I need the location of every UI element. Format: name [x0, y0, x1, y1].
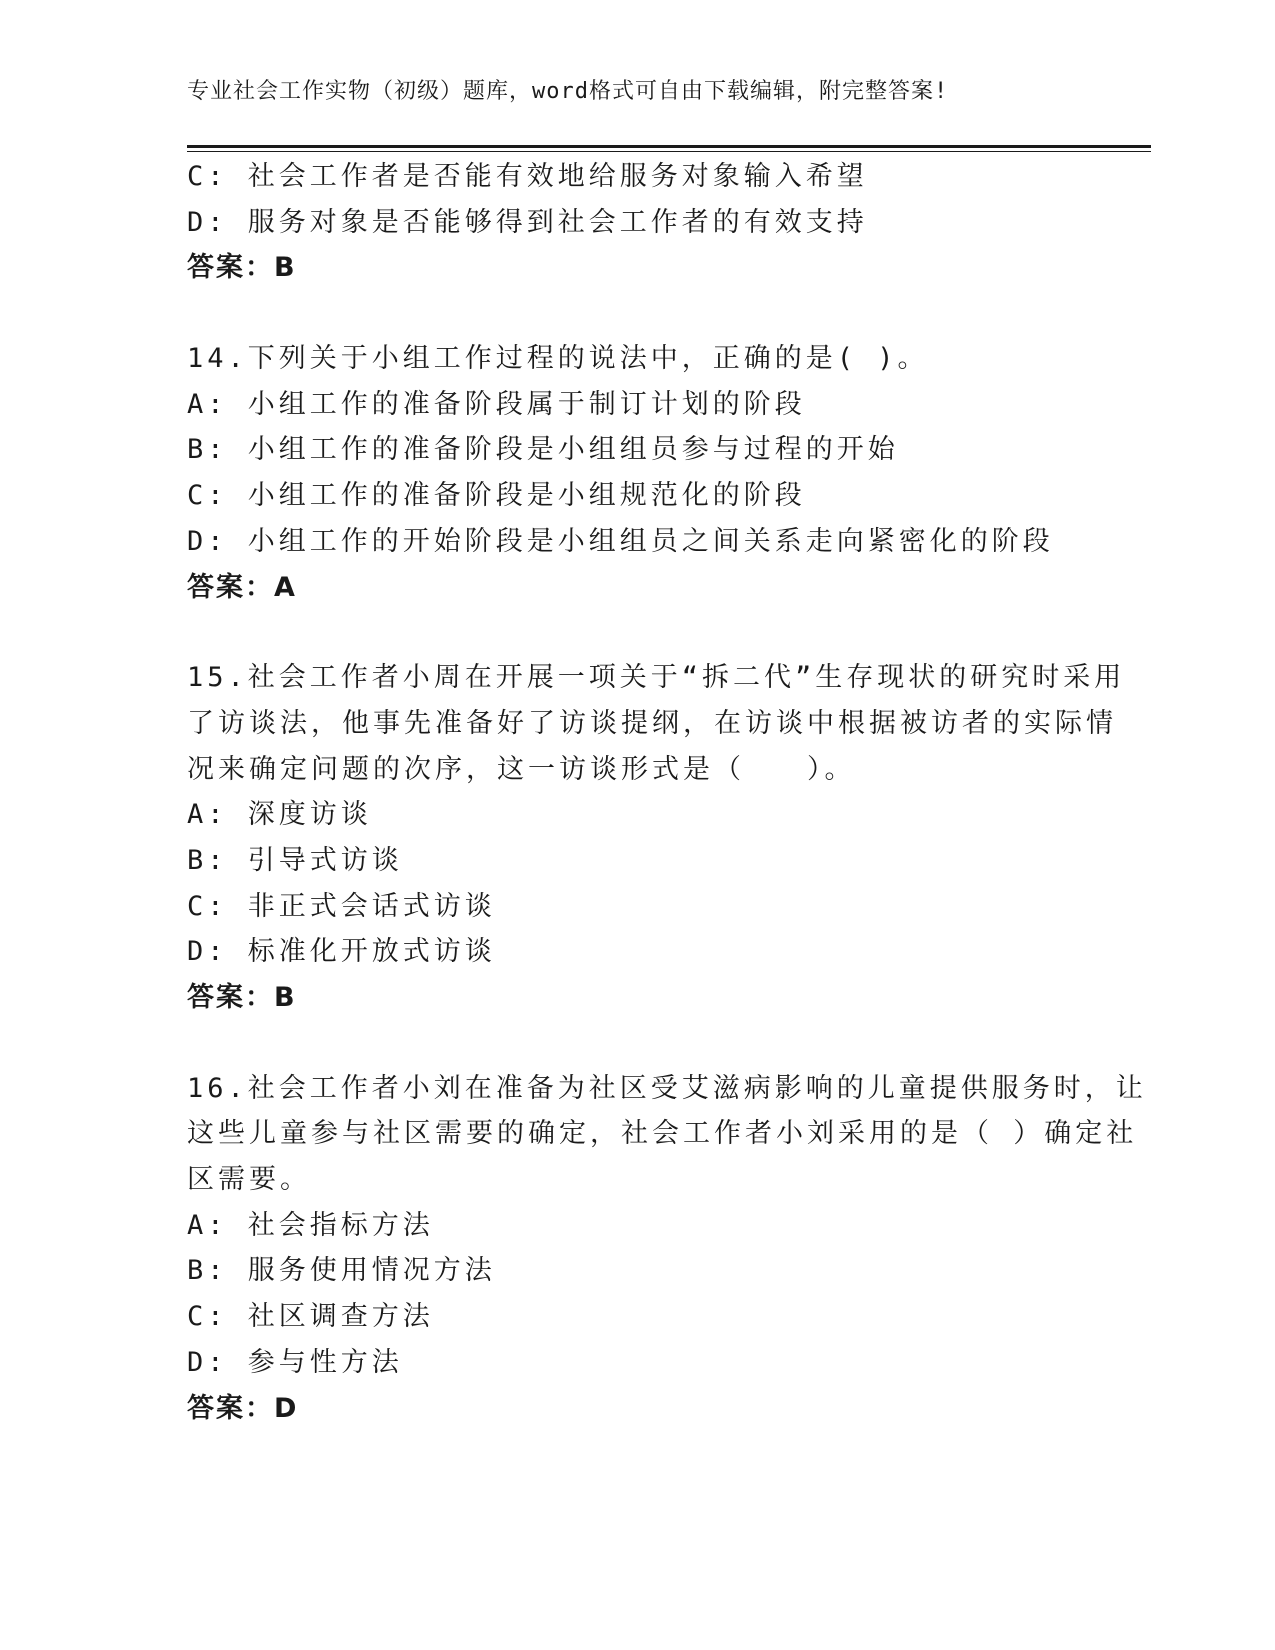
question-line: 区需要。 — [187, 1164, 311, 1196]
option-line: B: 引导式访谈 — [187, 844, 403, 876]
question-line: 况来确定问题的次序，这一访谈形式是（ ）。 — [187, 753, 856, 785]
option-line: A: 小组工作的准备阶段属于制订计划的阶段 — [187, 388, 806, 420]
answer-line: 答案：D — [187, 1392, 299, 1424]
block-gap — [187, 610, 1087, 655]
option-line: D: 小组工作的开始阶段是小组组员之间关系走向紧密化的阶段 — [187, 525, 1054, 557]
block-gap — [187, 1021, 1087, 1066]
answer-line: 答案：A — [187, 571, 297, 603]
option-line: A: 社会指标方法 — [187, 1209, 434, 1241]
block-gap — [187, 291, 1087, 336]
question-line: 14.下列关于小组工作过程的说法中，正确的是( )。 — [187, 343, 929, 375]
header-rule-thick — [187, 145, 1151, 148]
option-line: D: 标准化开放式访谈 — [187, 936, 496, 968]
question-line: 15.社会工作者小周在开展一项关于“拆二代”生存现状的研究时采用 — [187, 662, 1126, 694]
answer-line: 答案：B — [187, 252, 297, 284]
page-header: 专业社会工作实物（初级）题库，word格式可自由下载编辑，附完整答案! — [187, 79, 949, 104]
question-block — [187, 154, 1087, 291]
option-line: B: 小组工作的准备阶段是小组组员参与过程的开始 — [187, 434, 899, 466]
question-line: 了访谈法，他事先准备好了访谈提纲，在访谈中根据被访者的实际情 — [187, 707, 1117, 739]
option-line: C: 社区调查方法 — [187, 1301, 434, 1333]
header-rule-thin — [187, 151, 1151, 152]
question-content — [187, 154, 1147, 1431]
option-line: C: 非正式会话式访谈 — [187, 890, 496, 922]
question-line: 这些儿童参与社区需要的确定，社会工作者小刘采用的是（ ）确定社 — [187, 1118, 1138, 1150]
option-line: A: 深度访谈 — [187, 799, 372, 831]
option-line: C: 社会工作者是否能有效地给服务对象输入希望 — [187, 161, 868, 192]
option-line: B: 服务使用情况方法 — [187, 1255, 496, 1287]
question-block — [187, 1066, 1147, 1432]
question-block — [187, 336, 1087, 610]
question-block — [187, 655, 1126, 1021]
question-line: 16.社会工作者小刘在准备为社区受艾滋病影响的儿童提供服务时，让 — [187, 1072, 1147, 1104]
option-line: D: 服务对象是否能够得到社会工作者的有效支持 — [187, 206, 868, 238]
answer-line: 答案：B — [187, 982, 297, 1013]
option-line: D: 参与性方法 — [187, 1346, 403, 1378]
option-line: C: 小组工作的准备阶段是小组规范化的阶段 — [187, 480, 806, 512]
